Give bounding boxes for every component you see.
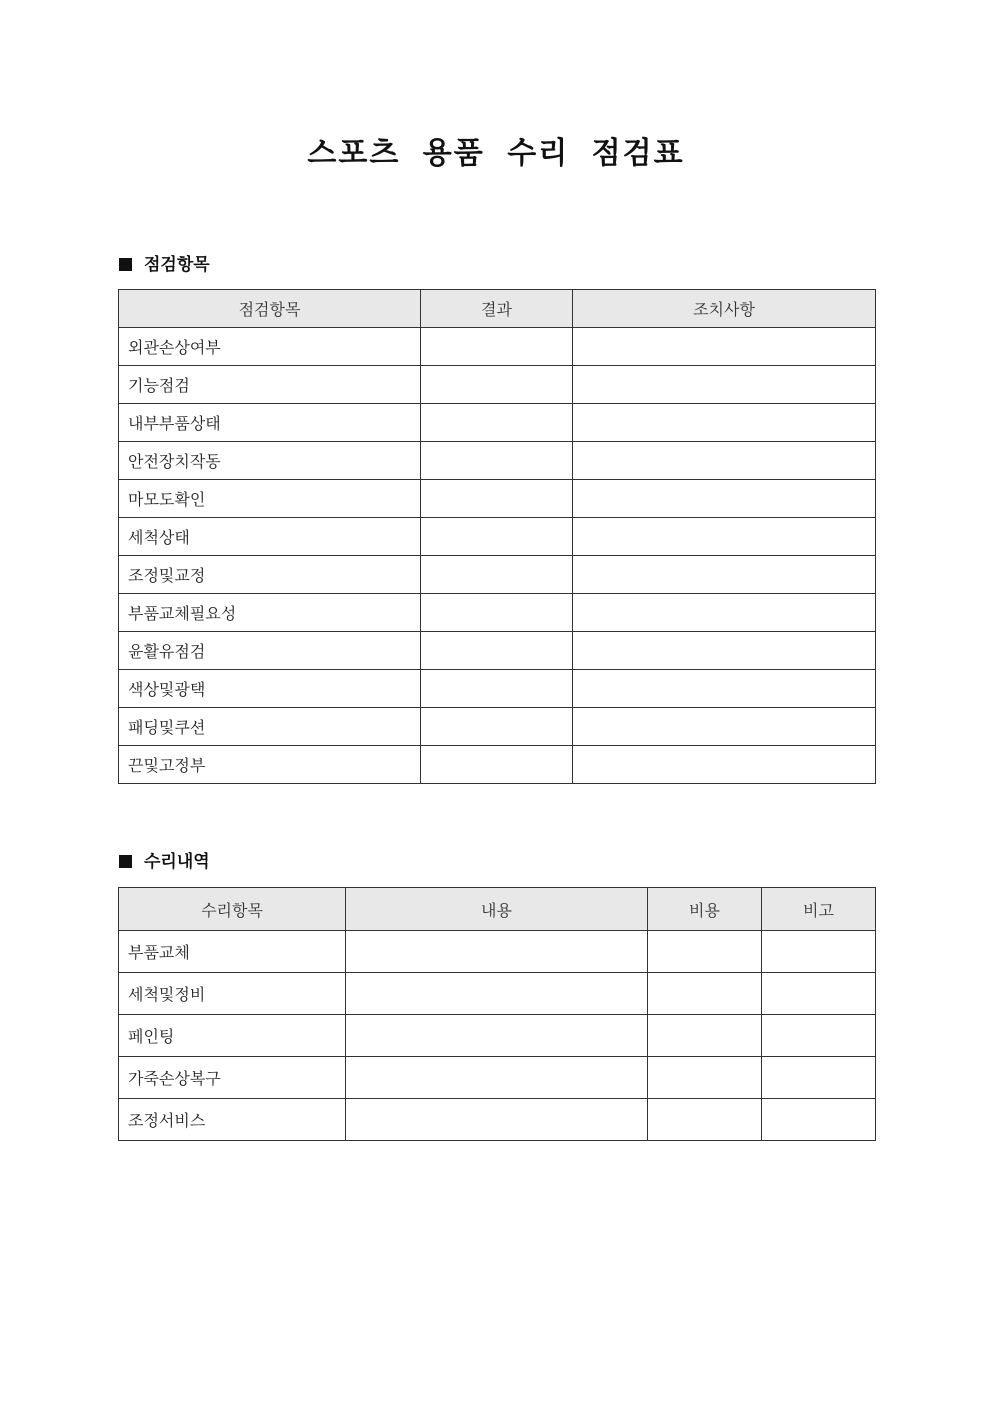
action-cell[interactable] [573,518,876,556]
table-row [119,1015,876,1057]
cost-cell[interactable] [648,1057,762,1099]
note-cell[interactable] [762,1057,876,1099]
row-label: 세척상태 [119,518,421,556]
result-cell[interactable] [421,632,573,670]
action-cell[interactable] [573,328,876,366]
row-label: 조정서비스 [119,1099,346,1141]
content-cell[interactable] [346,931,648,973]
result-cell[interactable] [421,556,573,594]
square-bullet-icon [119,855,132,868]
result-cell[interactable] [421,746,573,784]
note-cell[interactable] [762,973,876,1015]
column-header-note: 비고 [762,888,876,931]
result-cell[interactable] [421,404,573,442]
result-cell[interactable] [421,518,573,556]
column-header-repair-item: 수리항목 [119,888,346,931]
row-label: 부품교체필요성 [119,594,421,632]
table-row [119,1057,876,1099]
result-cell[interactable] [421,480,573,518]
inspection-table [118,289,876,784]
note-cell[interactable] [762,931,876,973]
row-label: 윤활유점검 [119,632,421,670]
inspection-section-heading [119,254,210,276]
result-cell[interactable] [421,594,573,632]
column-header-item: 점검항목 [119,290,421,328]
table-row [119,328,876,366]
action-cell[interactable] [573,404,876,442]
table-row [119,632,876,670]
table-row [119,931,876,973]
cost-cell[interactable] [648,1015,762,1057]
table-row [119,442,876,480]
repair-table [118,887,876,1141]
table-row [119,366,876,404]
table-row [119,973,876,1015]
action-cell[interactable] [573,556,876,594]
action-cell[interactable] [573,746,876,784]
result-cell[interactable] [421,442,573,480]
cost-cell[interactable] [648,1099,762,1141]
repair-heading-label: 수리내역 [144,852,210,872]
row-label: 패딩및쿠션 [119,708,421,746]
row-label: 외관손상여부 [119,328,421,366]
content-cell[interactable] [346,973,648,1015]
table-row [119,1099,876,1141]
table-row [119,594,876,632]
square-bullet-icon [119,258,132,271]
action-cell[interactable] [573,480,876,518]
row-label: 마모도확인 [119,480,421,518]
row-label: 페인팅 [119,1015,346,1057]
action-cell[interactable] [573,594,876,632]
cost-cell[interactable] [648,973,762,1015]
note-cell[interactable] [762,1099,876,1141]
note-cell[interactable] [762,1015,876,1057]
action-cell[interactable] [573,366,876,404]
table-row [119,670,876,708]
column-header-content: 내용 [346,888,648,931]
action-cell[interactable] [573,442,876,480]
result-cell[interactable] [421,366,573,404]
row-label: 세척및정비 [119,973,346,1015]
row-label: 안전장치작동 [119,442,421,480]
column-header-result: 결과 [421,290,573,328]
action-cell[interactable] [573,708,876,746]
page-title: 스포츠 용품 수리 점검표 [307,136,685,171]
row-label: 조정및교정 [119,556,421,594]
cost-cell[interactable] [648,931,762,973]
content-cell[interactable] [346,1015,648,1057]
repair-section-heading [119,851,210,873]
result-cell[interactable] [421,708,573,746]
table-row [119,708,876,746]
content-cell[interactable] [346,1099,648,1141]
table-row [119,480,876,518]
row-label: 끈및고정부 [119,746,421,784]
column-header-action: 조치사항 [573,290,876,328]
row-label: 부품교체 [119,931,346,973]
row-label: 내부부품상태 [119,404,421,442]
table-header-row [119,290,876,328]
table-row [119,518,876,556]
row-label: 색상및광택 [119,670,421,708]
table-row [119,404,876,442]
inspection-heading-label: 점검항목 [144,255,210,275]
result-cell[interactable] [421,328,573,366]
action-cell[interactable] [573,632,876,670]
row-label: 가죽손상복구 [119,1057,346,1099]
content-cell[interactable] [346,1057,648,1099]
table-header-row [119,888,876,931]
table-row [119,746,876,784]
result-cell[interactable] [421,670,573,708]
row-label: 기능점검 [119,366,421,404]
column-header-cost: 비용 [648,888,762,931]
table-row [119,556,876,594]
action-cell[interactable] [573,670,876,708]
